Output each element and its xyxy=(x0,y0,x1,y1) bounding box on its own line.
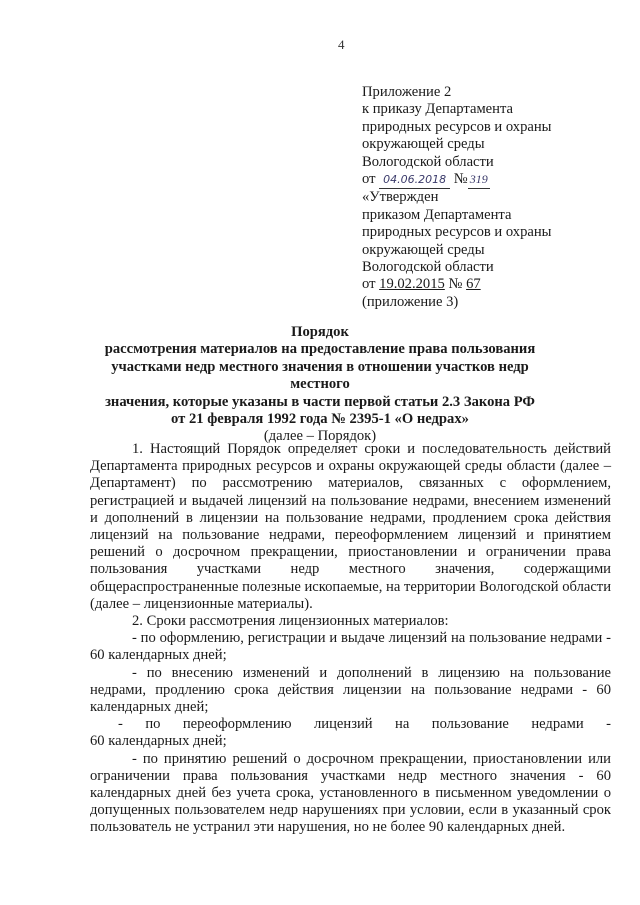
list-item-3-word: - xyxy=(118,716,123,733)
list-item-3-word: недрами xyxy=(531,716,584,733)
title-note: (далее – Порядок) xyxy=(263,428,377,445)
title-line: от 21 февраля 1992 года № 2395-1 «О недрах» xyxy=(171,411,469,428)
approved-date: 19.02.2015 xyxy=(379,276,445,293)
list-item-3 xyxy=(90,716,611,733)
appendix-line: Приложение 2 xyxy=(362,84,452,100)
list-item-1: - по оформлению, регистрации и выдаче лицензий на пользование недрами - 60 календарных дней; xyxy=(90,630,611,664)
paragraph-2: 2. Сроки рассмотрения лицензионных материалов: xyxy=(132,613,449,630)
list-item-3-word: по xyxy=(145,716,161,733)
order-number-handwritten: 319 xyxy=(468,171,490,189)
list-item-3-word: пользование xyxy=(431,716,509,733)
approved-line: приказом Департамента xyxy=(362,206,512,223)
approved-line: окружающей среды xyxy=(362,241,485,258)
list-item-3-word: лицензий xyxy=(314,716,373,733)
approved-line: природных ресурсов и охраны xyxy=(362,224,552,241)
title-heading: Порядок xyxy=(291,324,349,340)
list-item-3-word: на xyxy=(395,716,410,733)
appendix-block xyxy=(362,84,622,311)
page-number: 4 xyxy=(338,37,345,52)
order-date-handwritten: 04.06.2018 xyxy=(379,171,450,189)
approved-line: «Утвержден xyxy=(362,189,439,206)
list-item-4: - по принятию решений о досрочном прекращении, приостановлении или ограничении права пользования участками недр местного значения - 60 календарных дней без учета срока, установленного в письменном уведомлении о допущенных пользователем недр нарушениях при условии, если в указанный срок пользователь не устранил эти нарушения, но не более 90 календарных дней. xyxy=(90,750,611,836)
order-prefix: от xyxy=(362,171,376,188)
approved-line: Вологодской области xyxy=(362,259,494,276)
list-item-3-end: 60 календарных дней; xyxy=(90,733,227,750)
approved-number-sign: № xyxy=(448,276,463,293)
appendix-line: к приказу Департамента xyxy=(362,101,513,118)
appendix-line: природных ресурсов и охраны xyxy=(362,118,552,135)
document-title xyxy=(90,324,550,446)
list-item-3-word: переоформлению xyxy=(182,716,292,733)
approved-date-line xyxy=(362,276,622,293)
list-item-3-word: - xyxy=(606,716,611,733)
approved-note: (приложение 3) xyxy=(362,293,459,310)
appendix-line: окружающей среды xyxy=(362,136,485,153)
approved-prefix: от xyxy=(362,276,376,293)
approved-number: 67 xyxy=(466,276,481,293)
title-line: рассмотрения материалов на предоставление права пользования xyxy=(104,341,536,358)
document-body xyxy=(90,441,611,837)
title-line: значения, которые указаны в части первой статьи 2.3 Закона РФ xyxy=(105,393,535,410)
list-item-2: - по внесению изменений и дополнений в лицензию на пользование недрами, продлению срока действия лицензии на пользование недрами - 60 календарных дней; xyxy=(90,664,611,716)
order-number-sign: № xyxy=(453,171,468,188)
appendix-line: Вологодской области xyxy=(362,153,494,170)
order-date-line xyxy=(362,171,622,189)
title-line: участками недр местного значения в отношении участков недр местного xyxy=(111,358,529,393)
paragraph-1: 1. Настоящий Порядок определяет сроки и последовательность действий Департамента природных ресурсов и охраны окружающей среды области (далее – Департамент) по рассмотрению материалов, связанных с оформлением, регистрацией и выдачей лицензий на пользование недрами, внесением изменений и дополнений в лицензии на пользование недрами, продлением срока действия лицензий на пользование недрами, переоформлением лицензий и принятием решений о досрочном прекращении, приостановлении и ограничении права пользования участками недр местного значения, содержащими общераспространенные полезные ископаемые, на территории Вологодской области (далее – лицензионные материалы). xyxy=(90,441,611,612)
